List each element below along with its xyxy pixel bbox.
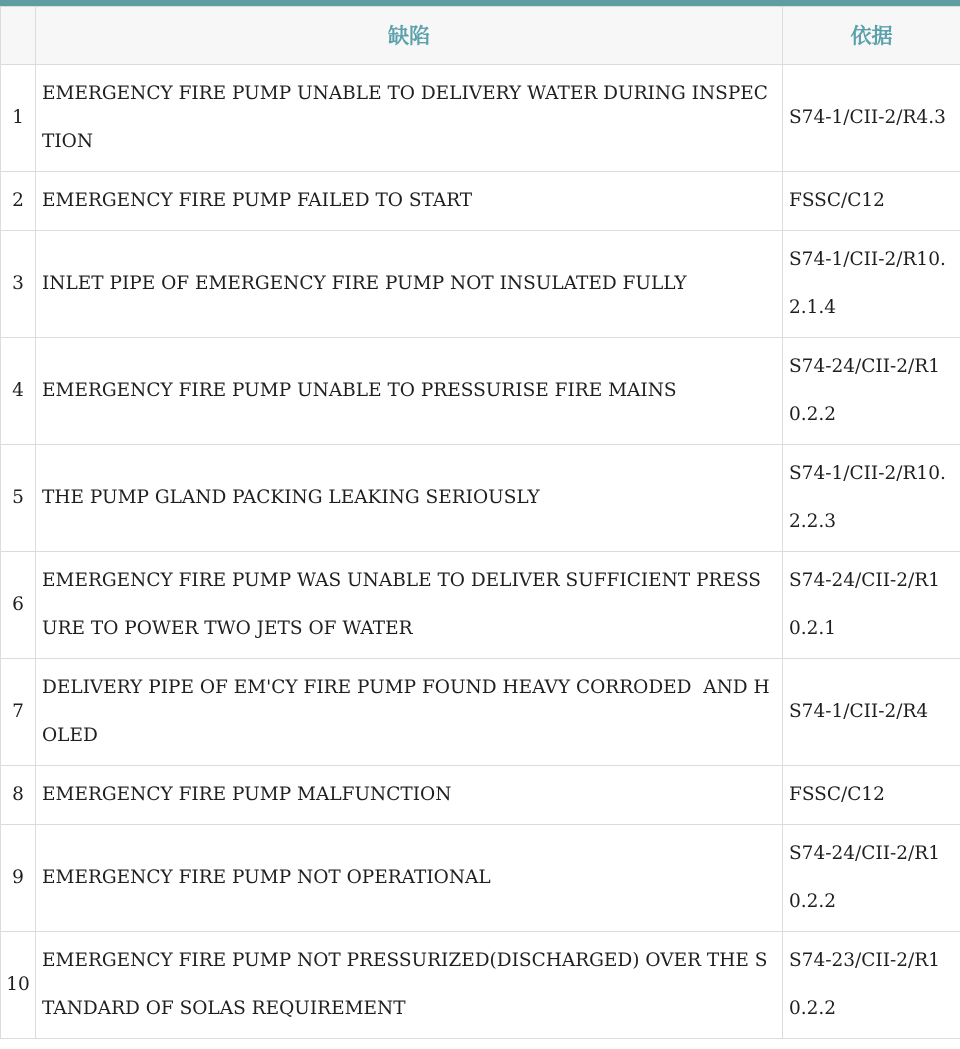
row-basis: S74-1/CII-2/R10.2.2.3	[783, 445, 960, 552]
table-row	[1, 825, 960, 932]
row-basis: S74-23/CII-2/R10.2.2	[783, 932, 960, 1039]
table-row	[1, 659, 960, 766]
header-row	[1, 7, 960, 65]
header-basis: 依据	[783, 7, 960, 65]
row-defect: EMERGENCY FIRE PUMP UNABLE TO PRESSURISE FIRE MAINS	[36, 338, 783, 445]
row-defect: EMERGENCY FIRE PUMP NOT OPERATIONAL	[36, 825, 783, 932]
table-row	[1, 65, 960, 172]
header-defect: 缺陷	[36, 7, 783, 65]
row-number: 8	[1, 766, 36, 825]
row-number: 5	[1, 445, 36, 552]
table-row	[1, 932, 960, 1039]
row-number: 1	[1, 65, 36, 172]
row-defect: EMERGENCY FIRE PUMP FAILED TO START	[36, 172, 783, 231]
row-number: 9	[1, 825, 36, 932]
row-basis: S74-24/CII-2/R10.2.2	[783, 338, 960, 445]
row-number: 6	[1, 552, 36, 659]
row-number: 2	[1, 172, 36, 231]
header-number	[1, 7, 36, 65]
row-defect: INLET PIPE OF EMERGENCY FIRE PUMP NOT INSULATED FULLY	[36, 231, 783, 338]
row-number: 7	[1, 659, 36, 766]
table-row	[1, 552, 960, 659]
defects-table	[0, 6, 960, 1039]
table-row	[1, 231, 960, 338]
row-defect: THE PUMP GLAND PACKING LEAKING SERIOUSLY	[36, 445, 783, 552]
table-row	[1, 766, 960, 825]
row-basis: S74-24/CII-2/R10.2.2	[783, 825, 960, 932]
row-number: 10	[1, 932, 36, 1039]
row-defect: EMERGENCY FIRE PUMP WAS UNABLE TO DELIVER SUFFICIENT PRESSURE TO POWER TWO JETS OF WATER	[36, 552, 783, 659]
row-defect: EMERGENCY FIRE PUMP MALFUNCTION	[36, 766, 783, 825]
row-number: 3	[1, 231, 36, 338]
table-row	[1, 338, 960, 445]
row-basis: S74-24/CII-2/R10.2.1	[783, 552, 960, 659]
row-defect: EMERGENCY FIRE PUMP NOT PRESSURIZED(DISCHARGED) OVER THE STANDARD OF SOLAS REQUIREMENT	[36, 932, 783, 1039]
row-basis: FSSC/C12	[783, 766, 960, 825]
row-defect: EMERGENCY FIRE PUMP UNABLE TO DELIVERY WATER DURING INSPECTION	[36, 65, 783, 172]
row-basis: S74-1/CII-2/R10.2.1.4	[783, 231, 960, 338]
row-number: 4	[1, 338, 36, 445]
table-row	[1, 172, 960, 231]
table-row	[1, 445, 960, 552]
row-basis: S74-1/CII-2/R4.3	[783, 65, 960, 172]
row-defect: DELIVERY PIPE OF EM'CY FIRE PUMP FOUND HEAVY CORRODED AND HOLED	[36, 659, 783, 766]
row-basis: FSSC/C12	[783, 172, 960, 231]
row-basis: S74-1/CII-2/R4	[783, 659, 960, 766]
